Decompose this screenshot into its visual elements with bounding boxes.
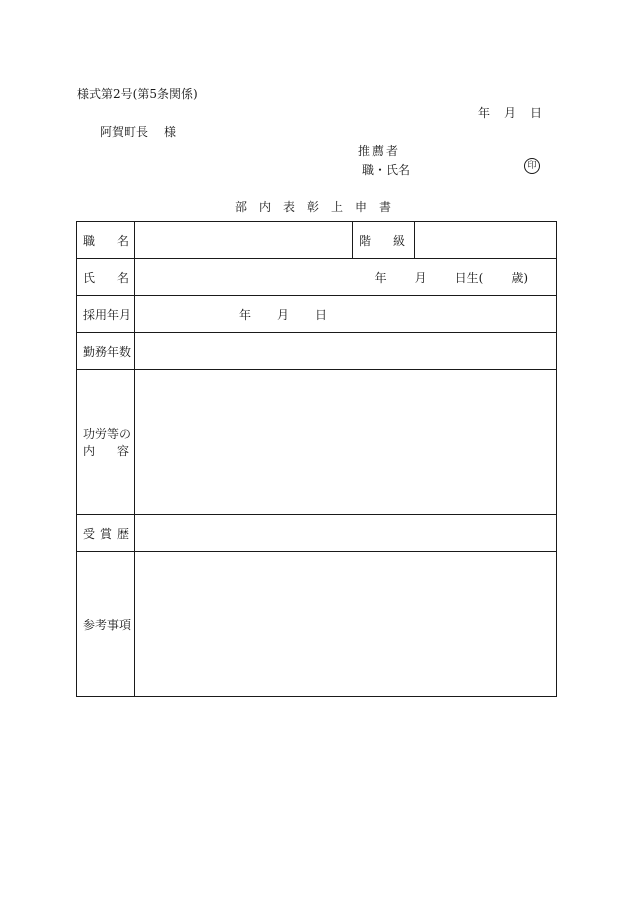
honorific: 様 — [164, 125, 177, 139]
grade-field[interactable] — [415, 222, 557, 259]
hire-month: 月 — [277, 307, 290, 322]
row-name — [77, 259, 557, 296]
grade-label: 階 級 — [359, 233, 405, 248]
name-label: 氏 名 — [83, 270, 129, 285]
date-year: 年 — [478, 106, 491, 120]
date-month: 月 — [504, 106, 517, 120]
grade-label-cell — [353, 222, 415, 259]
hire-label: 採用年月 — [77, 296, 135, 333]
hire-day: 日 — [315, 307, 328, 322]
row-notes — [77, 552, 557, 697]
row-hire-date — [77, 296, 557, 333]
birth-suffix: 日生( — [454, 270, 484, 285]
notes-field[interactable] — [135, 552, 557, 697]
form-number: 様式第2号(第5条関係) — [77, 87, 198, 101]
row-job-title — [77, 222, 557, 259]
date-day: 日 — [530, 106, 543, 120]
age-suffix: 歳) — [511, 270, 528, 285]
addressee — [100, 123, 176, 140]
award-application-table — [76, 221, 557, 697]
notes-label: 参考事項 — [77, 552, 135, 697]
awards-label: 受 賞 歴 — [83, 526, 129, 541]
service-label: 勤務年数 — [77, 333, 135, 370]
service-years-field[interactable] — [135, 333, 557, 370]
row-merit — [77, 370, 557, 515]
document-title: 部内表彰上申書 — [235, 200, 404, 214]
hire-date-field[interactable] — [135, 296, 557, 333]
job-title-label: 職 名 — [83, 233, 129, 248]
awards-field[interactable] — [135, 515, 557, 552]
name-label-cell — [77, 259, 135, 296]
name-birth-field[interactable] — [135, 259, 557, 296]
addressee-name: 阿賀町長 — [100, 125, 149, 139]
row-service-years — [77, 333, 557, 370]
awards-label-cell — [77, 515, 135, 552]
merit-label-line2: 内 容 — [83, 444, 129, 458]
job-title-label-cell — [77, 222, 135, 259]
birth-month: 月 — [414, 270, 427, 285]
job-title-field[interactable] — [135, 222, 353, 259]
merit-label-line1: 功労等の — [83, 427, 132, 441]
seal-mark: 印 — [524, 158, 540, 174]
row-awards — [77, 515, 557, 552]
position-name-label: 職・氏名 — [362, 163, 411, 177]
birth-year: 年 — [374, 270, 387, 285]
merit-content-field[interactable] — [135, 370, 557, 515]
submission-date — [478, 104, 556, 121]
recommender-label: 推薦者 — [358, 144, 401, 158]
hire-year: 年 — [239, 307, 252, 322]
merit-label-cell — [77, 370, 135, 515]
